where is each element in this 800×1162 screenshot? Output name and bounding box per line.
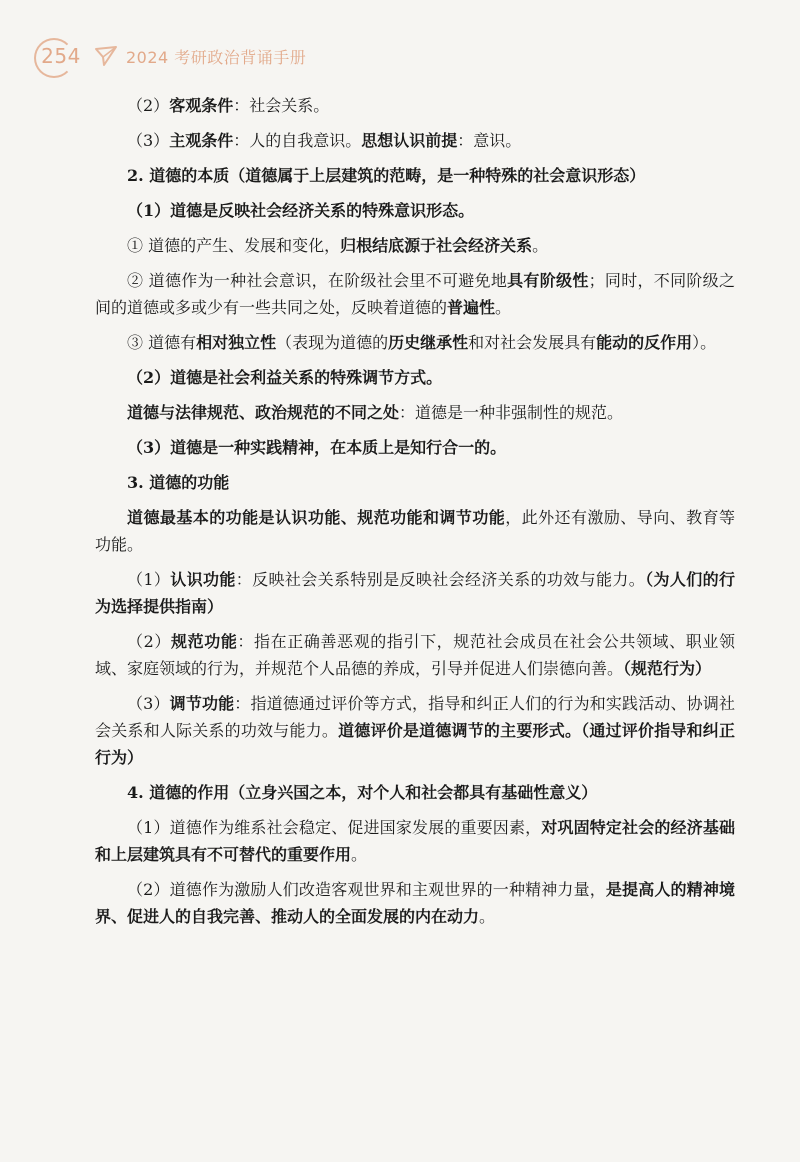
paragraph [95, 779, 735, 806]
bold-text-run: 普遍性 [447, 298, 496, 317]
paragraph [95, 127, 735, 154]
text-run: （3） [127, 131, 170, 150]
text-run: 和对社会发展具有 [468, 333, 597, 352]
text-run: ）。 [692, 333, 717, 352]
bold-text-run: （3）道德是一种实践精神，在本质上是知行合一的。 [127, 438, 507, 457]
bold-text-run: 具有阶级性 [507, 271, 589, 290]
bold-text-run: 道德评价是道德调节的主要形式。（通过评价指导和纠正行为） [95, 721, 735, 767]
paragraph [95, 197, 735, 224]
text-run: （1）道德作为维系社会稳定、促进国家发展的重要因素， [127, 818, 542, 837]
text-run: （1） [127, 570, 171, 589]
text-run: ③ 道德有 [127, 333, 197, 352]
bold-text-run: 道德与法律规范、政治规范的不同之处 [127, 403, 400, 422]
text-run: 。 [351, 845, 368, 864]
paragraph [95, 92, 735, 119]
bold-text-run: 2. 道德的本质（道德属于上层建筑的范畴，是一种特殊的社会意识形态） [127, 166, 646, 185]
text-run: ：人的自我意识。 [233, 131, 362, 150]
bold-text-run: （2）道德是社会利益关系的特殊调节方式。 [127, 368, 443, 387]
bold-text-run: 相对独立性 [196, 333, 277, 352]
bold-text-run: 客观条件 [169, 96, 234, 115]
bold-text-run: （为人们的行为选择提供指南） [95, 570, 735, 616]
bold-text-run: 认识功能 [170, 570, 236, 589]
text-run: （2） [127, 96, 170, 115]
paragraph [95, 876, 735, 930]
bold-text-run: 对巩固特定社会的经济基础和上层建筑具有不可替代的重要作用 [95, 818, 735, 864]
bold-text-run: 调节功能 [169, 694, 235, 713]
page-number [34, 36, 88, 76]
bold-text-run: 道德最基本的功能是认识功能、规范功能和调节功能 [127, 508, 506, 527]
paper-plane-icon [94, 45, 118, 67]
paragraph [95, 469, 735, 496]
text-run: ：指在正确善恶观的指引下，规范社会成员在社会公共领域、职业领域、家庭领域的行为，并规范个人品德的养成，引导并促进人们崇德向善。 [95, 632, 735, 678]
text-run: 。 [479, 907, 496, 926]
bold-text-run: 3. 道德的功能 [127, 473, 230, 492]
paragraph [95, 814, 735, 868]
bold-text-run: （规范行为） [623, 659, 712, 678]
bold-text-run: 能动的反作用 [596, 333, 693, 352]
bold-text-run: 4. 道德的作用（立身兴国之本，对个人和社会都具有基础性意义） [127, 783, 598, 802]
paragraph [95, 504, 735, 558]
text-run: ① 道德的产生、发展和变化， [127, 236, 341, 255]
text-run: ：意识。 [457, 131, 522, 150]
text-run: 。 [495, 298, 512, 317]
paragraph [95, 232, 735, 259]
bold-text-run: 主观条件 [169, 131, 234, 150]
page-content [95, 92, 735, 938]
paragraph [95, 566, 735, 620]
page-number-text: 254 [41, 44, 81, 68]
bold-text-run: 规范功能 [171, 632, 238, 651]
paragraph [95, 162, 735, 189]
paragraph [95, 434, 735, 461]
paragraph [95, 364, 735, 391]
text-run: ，此外还有激励、导向、教育等功能。 [95, 508, 735, 554]
paragraph [95, 267, 735, 321]
text-run: （2）道德作为激励人们改造客观世界和主观世界的一种精神力量， [127, 880, 606, 899]
text-run: （表现为道德的 [276, 333, 389, 352]
paragraph [95, 628, 735, 682]
text-run: ② 道德作为一种社会意识，在阶级社会里不可避免地 [127, 271, 508, 290]
bold-text-run: 历史继承性 [388, 333, 469, 352]
text-run: ：指道德通过评价等方式，指导和纠正人们的行为和实践活动、协调社会关系和人际关系的功效与能力。 [95, 694, 735, 740]
bold-text-run: 归根结底源于社会经济关系 [340, 236, 533, 255]
text-run: （3） [127, 694, 170, 713]
paragraph [95, 329, 735, 356]
book-title: 2024 考研政治背诵手册 [126, 47, 307, 67]
text-run: （2） [127, 632, 171, 651]
text-run: ：道德是一种非强制性的规范。 [399, 403, 624, 422]
text-run: ；同时，不同阶级之间的道德或多或少有一些共同之处，反映着道德的 [95, 271, 735, 317]
paragraph [95, 690, 735, 771]
text-run: ：社会关系。 [233, 96, 330, 115]
text-run: ：反映社会关系特别是反映社会经济关系的功效与能力。 [235, 570, 646, 589]
bold-text-run: 思想认识前提 [361, 131, 458, 150]
page-header [34, 36, 306, 76]
paragraph [95, 399, 735, 426]
bold-text-run: （1）道德是反映社会经济关系的特殊意识形态。 [127, 201, 475, 220]
text-run: 。 [532, 236, 549, 255]
bold-text-run: 是提高人的精神境界、促进人的自我完善、推动人的全面发展的内在动力 [95, 880, 735, 926]
